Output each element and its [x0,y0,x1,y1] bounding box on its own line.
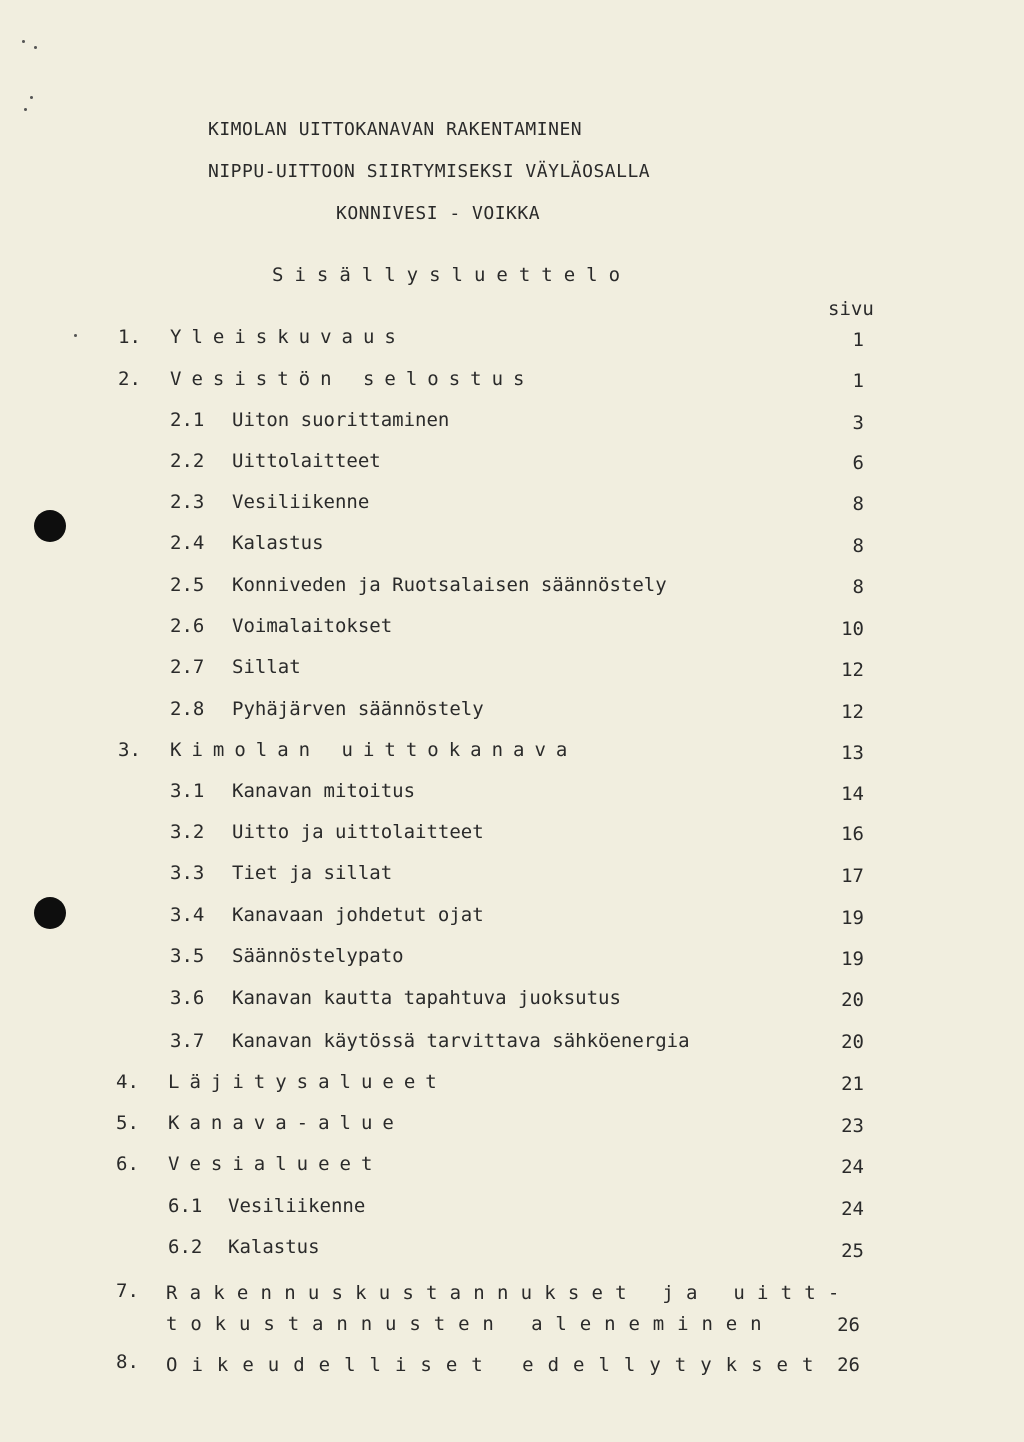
toc-title: Sillat [232,656,301,678]
header-line-3: KONNIVESI - VOIKKA [336,203,541,224]
header-line-1: KIMOLAN UITTOKANAVAN RAKENTAMINEN [208,119,583,140]
toc-number: 3.4 [170,904,205,926]
speck [24,108,27,111]
toc-title: Kalastus [228,1236,320,1258]
toc-number: 6. [116,1153,139,1175]
toc-number: 1. [118,326,141,348]
toc-page: 8 [852,576,864,598]
speck [74,334,77,337]
toc-title: Kanavan kautta tapahtuva juoksutus [232,987,621,1009]
toc-page: 20 [841,1031,864,1053]
toc-number: 3.6 [170,987,205,1009]
punch-hole-top [34,510,66,542]
toc-page: 17 [841,865,864,887]
speck [22,40,25,43]
toc-number: 2.3 [170,491,205,513]
toc-title-continued: tokustannusten aleneminen [166,1313,775,1335]
toc-page: 14 [841,783,864,805]
toc-page: 26 [837,1354,860,1376]
toc-title: Voimalaitokset [232,615,393,637]
toc-title: Kalastus [232,532,324,554]
toc-number: 2.1 [170,409,205,431]
toc-title: Uiton suorittaminen [232,409,450,431]
toc-number: 6.2 [168,1236,203,1258]
toc-number: 4. [116,1071,139,1093]
toc-page: 1 [852,370,864,392]
toc-title: Kanava-alue [168,1112,404,1134]
toc-title: Uitto ja uittolaitteet [232,821,484,843]
toc-page: 16 [841,823,864,845]
toc-page: 24 [841,1156,864,1178]
toc-title: Vesialueet [168,1153,383,1175]
toc-page: 13 [841,742,864,764]
toc-number: 2.4 [170,532,205,554]
toc-title: Vesistön selostus [170,368,535,390]
toc-title: Kanavan käytössä tarvittava sähköenergia [232,1030,690,1052]
speck [34,46,37,49]
toc-number: 2. [118,368,141,390]
page-column-label: sivu [828,298,874,320]
toc-number: 3.1 [170,780,205,802]
toc-page: 8 [852,535,864,557]
toc-title: Oikeudelliset edellytykset [166,1354,828,1376]
toc-title: Uittolaitteet [232,450,381,472]
toc-page: 6 [852,452,864,474]
toc-title: Läjitysalueet [168,1071,447,1093]
toc-page: 12 [841,701,864,723]
toc-page: 19 [841,948,864,970]
toc-page: 19 [841,907,864,929]
toc-number: 2.7 [170,656,205,678]
toc-title: Vesiliikenne [232,491,370,513]
toc-page: 10 [841,618,864,640]
toc-number: 2.5 [170,574,205,596]
toc-number: 3.3 [170,862,205,884]
toc-page: 20 [841,989,864,1011]
toc-title: Kanavan mitoitus [232,780,416,802]
toc-page: 12 [841,659,864,681]
toc-number: 2.8 [170,698,205,720]
toc-heading: Sisällysluettelo [272,264,632,286]
toc-page: 21 [841,1073,864,1095]
toc-title: Säännöstelypato [232,945,404,967]
toc-page: 1 [852,329,864,351]
speck [30,96,33,99]
toc-title: Konniveden ja Ruotsalaisen säännöstely [232,574,667,596]
toc-page: 26 [837,1314,860,1336]
toc-title: Kimolan uittokanava [170,739,578,761]
toc-page: 8 [852,493,864,515]
toc-page: 23 [841,1115,864,1137]
toc-number: 2.2 [170,450,205,472]
toc-number: 2.6 [170,615,205,637]
toc-page: 24 [841,1198,864,1220]
header-line-2: NIPPU-UITTOON SIIRTYMISEKSI VÄYLÄOSALLA [208,161,651,182]
toc-page: 3 [852,412,864,434]
toc-number: 6.1 [168,1195,203,1217]
toc-number: 5. [116,1112,139,1134]
toc-number: 3. [118,739,141,761]
punch-hole-bottom [34,897,66,929]
toc-page: 25 [841,1240,864,1262]
toc-number: 8. [116,1351,139,1373]
toc-number: 7. [116,1280,139,1302]
toc-title: Rakennuskustannukset ja uitt- [166,1282,852,1304]
toc-title: Pyhäjärven säännöstely [232,698,484,720]
toc-title: Vesiliikenne [228,1195,366,1217]
toc-number: 3.7 [170,1030,205,1052]
toc-number: 3.5 [170,945,205,967]
toc-title: Tiet ja sillat [232,862,393,884]
toc-title: Kanavaan johdetut ojat [232,904,484,926]
toc-title: Yleiskuvaus [170,326,406,348]
toc-number: 3.2 [170,821,205,843]
